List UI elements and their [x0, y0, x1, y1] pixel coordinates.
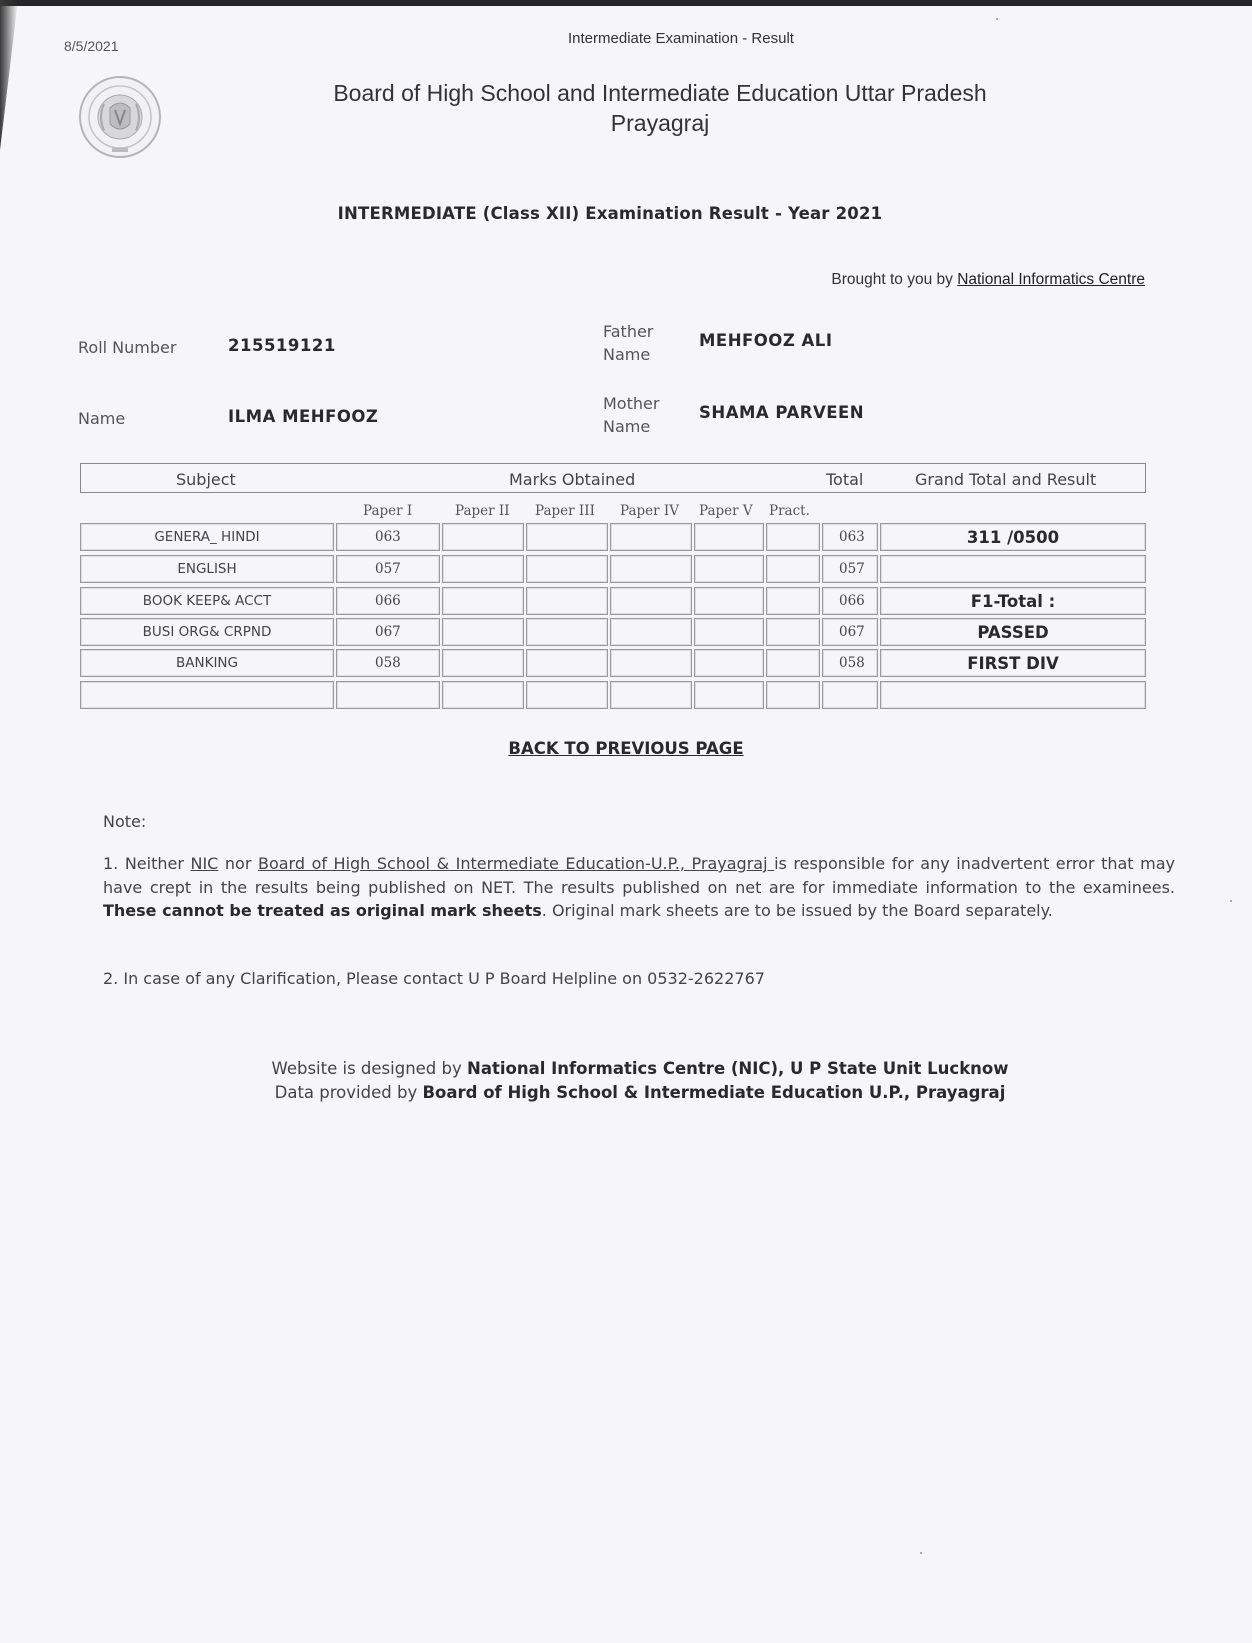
- header-total: Total: [826, 470, 864, 489]
- marks-cell-subject: BANKING: [80, 649, 334, 677]
- footer-l2-board: Board of High School & Intermediate Education U.P., Prayagraj: [422, 1083, 1006, 1102]
- marks-cell-subject: [80, 681, 334, 709]
- marks-cell-empty: [694, 618, 764, 646]
- marks-cell-paper1: 057: [336, 555, 440, 583]
- marks-cell-empty: [442, 681, 524, 709]
- subheader-practical: Pract.: [769, 503, 810, 519]
- header-marks-obtained: Marks Obtained: [509, 470, 636, 489]
- marks-cell-empty: [442, 649, 524, 677]
- note-1-text-c: is responsible for any inadvertent error that may have crept in the results being published on NET. The results published on net are for immediate information to the examinees.: [103, 854, 1175, 897]
- marks-cell-empty: [766, 523, 820, 551]
- board-title: [260, 78, 1060, 138]
- note-1-board-link[interactable]: Board of High School & Intermediate Education-U.P., Prayagraj: [257, 854, 775, 873]
- scan-speck: [1230, 900, 1232, 902]
- roll-number-label: Roll Number: [78, 338, 177, 357]
- marks-cell-empty: [610, 555, 692, 583]
- name-label: Name: [78, 409, 126, 428]
- marks-cell-empty: [694, 587, 764, 615]
- marks-cell-subject: BOOK KEEP& ACCT: [80, 587, 334, 615]
- marks-cell-empty: [526, 681, 608, 709]
- print-page-title: Intermediate Examination - Result: [568, 30, 794, 47]
- marks-cell-result: PASSED: [880, 618, 1146, 646]
- mother-label-line2: Name: [603, 417, 651, 436]
- print-date: 8/5/2021: [64, 38, 119, 54]
- note-1-nic-link[interactable]: NIC: [190, 854, 219, 873]
- note-2: 2. In case of any Clarification, Please contact U P Board Helpline on 0532-2622767: [103, 969, 765, 988]
- subheader-paper-2: Paper II: [455, 503, 510, 519]
- marks-cell-result: [880, 555, 1146, 583]
- father-name-label: [603, 320, 653, 366]
- mother-label-line1: Mother: [603, 394, 660, 413]
- marks-cell-empty: [694, 555, 764, 583]
- subheader-paper-1: Paper I: [363, 503, 413, 519]
- footer-line-1: [160, 1057, 1120, 1081]
- marks-cell-result: FIRST DIV: [880, 649, 1146, 677]
- scan-top-edge: [0, 0, 1252, 6]
- footer-l1-prefix: Website is designed by: [271, 1059, 468, 1078]
- scan-page-corner: [0, 0, 18, 150]
- footer-l1-nic: National Informatics Centre (NIC), U P State Unit Lucknow: [467, 1059, 1009, 1078]
- brought-to-you: [831, 271, 1145, 289]
- marks-cell-paper1: [336, 681, 440, 709]
- note-1-warning: These cannot be treated as original mark sheets: [103, 901, 542, 920]
- marks-cell-empty: [526, 523, 608, 551]
- marks-cell-empty: [526, 587, 608, 615]
- header-grand-total: Grand Total and Result: [915, 470, 1097, 489]
- marks-cell-empty: [766, 555, 820, 583]
- marks-cell-empty: [610, 649, 692, 677]
- marks-cell-empty: [694, 523, 764, 551]
- marks-cell-empty: [610, 618, 692, 646]
- scan-speck: [920, 1552, 922, 1554]
- brought-prefix: Brought to you by: [831, 271, 953, 288]
- father-label-line1: Father: [603, 322, 654, 341]
- marks-cell-empty: [694, 649, 764, 677]
- marks-cell-paper1: 063: [336, 523, 440, 551]
- marks-cell-subject: ENGLISH: [80, 555, 334, 583]
- marks-cell-total: [822, 681, 878, 709]
- marks-cell-empty: [442, 587, 524, 615]
- mother-name-label: [603, 392, 659, 438]
- board-title-line1: Board of High School and Intermediate Education Uttar Pradesh: [333, 80, 987, 106]
- note-1: [103, 852, 1175, 923]
- footer-line-2: [160, 1081, 1120, 1105]
- marks-cell-paper1: 067: [336, 618, 440, 646]
- marks-cell-total: 063: [822, 523, 878, 551]
- marks-cell-empty: [442, 523, 524, 551]
- marks-cell-subject: BUSI ORG& CRPND: [80, 618, 334, 646]
- marks-cell-result: F1-Total :: [880, 587, 1146, 615]
- board-title-line2: Prayagraj: [610, 110, 710, 136]
- note-1-text-a: 1. Neither: [103, 854, 191, 873]
- marks-cell-total: 067: [822, 618, 878, 646]
- mother-name-value: SHAMA PARVEEN: [699, 403, 865, 422]
- marks-cell-empty: [766, 649, 820, 677]
- marks-cell-result: 311 /0500: [880, 523, 1146, 551]
- header-subject: Subject: [176, 470, 236, 489]
- father-name-value: MEHFOOZ ALI: [699, 331, 833, 350]
- marks-cell-empty: [610, 587, 692, 615]
- scan-speck: [996, 18, 998, 20]
- marks-cell-empty: [610, 523, 692, 551]
- marks-table-header: [80, 463, 1146, 493]
- marks-cell-subject: GENERA_ HINDI: [80, 523, 334, 551]
- father-label-line2: Name: [603, 345, 651, 364]
- footer-l2-prefix: Data provided by: [274, 1083, 423, 1102]
- marks-cell-empty: [766, 618, 820, 646]
- marks-cell-paper1: 066: [336, 587, 440, 615]
- marks-cell-empty: [442, 555, 524, 583]
- site-footer: [160, 1057, 1120, 1105]
- up-emblem-logo: [74, 74, 166, 160]
- note-1-text-b: nor: [218, 854, 258, 873]
- subheader-paper-3: Paper III: [535, 503, 595, 519]
- subheader-paper-5: Paper V: [699, 503, 753, 519]
- marks-cell-empty: [526, 555, 608, 583]
- marks-cell-total: 066: [822, 587, 878, 615]
- marks-cell-result: [880, 681, 1146, 709]
- marks-cell-empty: [694, 681, 764, 709]
- marks-cell-empty: [442, 618, 524, 646]
- emblem-icon: [74, 74, 166, 160]
- roll-number-value: 215519121: [228, 336, 336, 355]
- exam-title: INTERMEDIATE (Class XII) Examination Result - Year 2021: [337, 204, 883, 223]
- marks-cell-paper1: 058: [336, 649, 440, 677]
- marks-cell-total: 057: [822, 555, 878, 583]
- marks-cell-total: 058: [822, 649, 878, 677]
- marks-cell-empty: [526, 649, 608, 677]
- marks-cell-empty: [766, 681, 820, 709]
- name-value: ILMA MEHFOOZ: [228, 407, 379, 426]
- nic-link[interactable]: National Informatics Centre: [957, 271, 1145, 288]
- back-to-previous-page-link[interactable]: BACK TO PREVIOUS PAGE: [508, 739, 744, 758]
- note-1-text-d: . Original mark sheets are to be issued by the Board separately.: [541, 901, 1053, 920]
- marks-cell-empty: [766, 587, 820, 615]
- note-heading: Note:: [103, 812, 147, 831]
- marks-cell-empty: [526, 618, 608, 646]
- subheader-paper-4: Paper IV: [620, 503, 679, 519]
- marks-cell-empty: [610, 681, 692, 709]
